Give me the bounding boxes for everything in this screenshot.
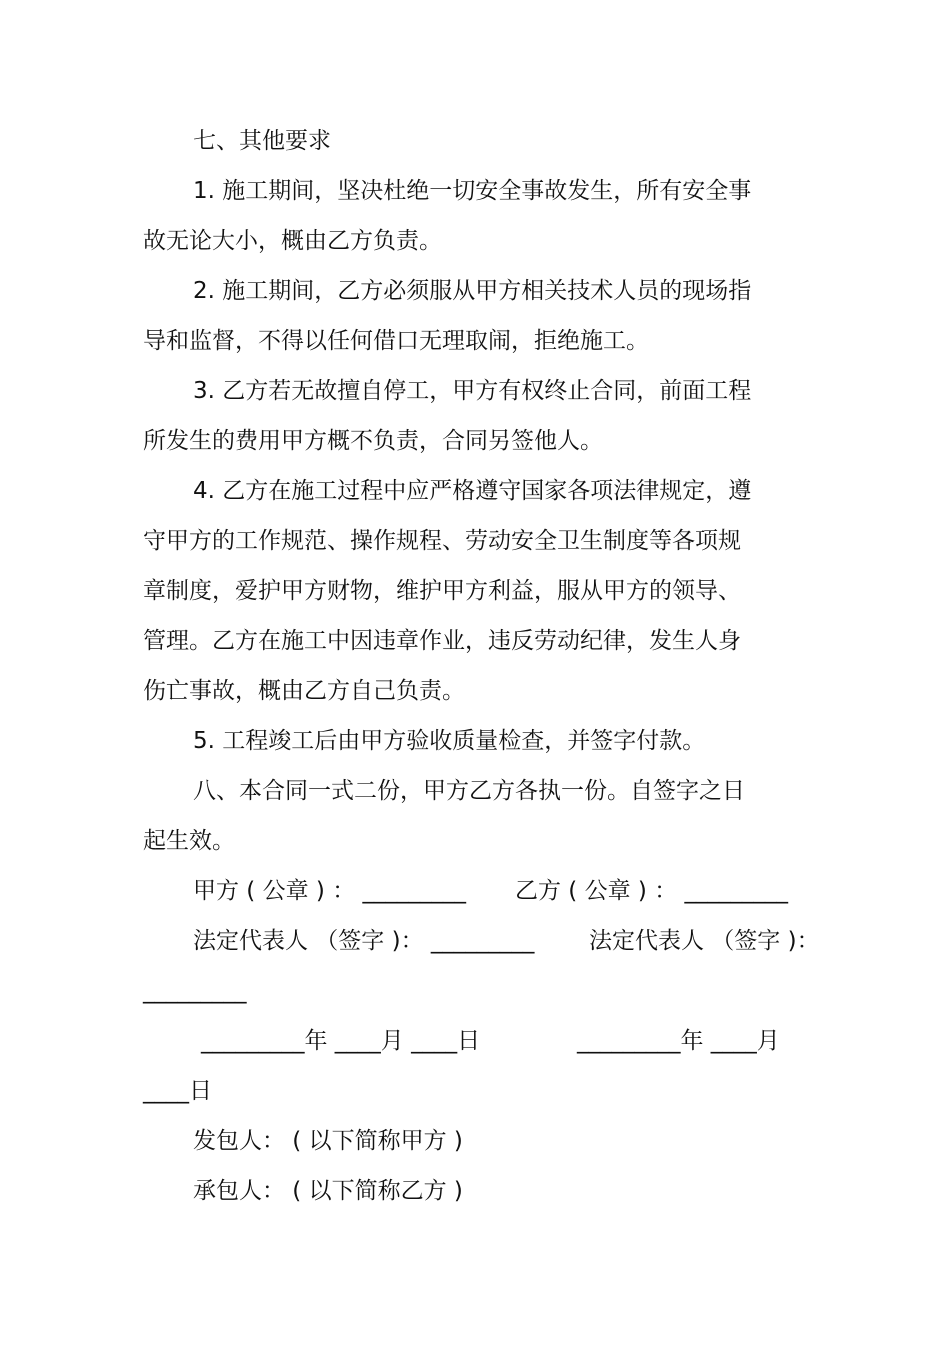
party-a-representative: 法定代表人 （签字 )： _________ xyxy=(193,928,535,954)
section-heading: 七、其他要求 xyxy=(193,128,331,154)
party-a-date: _________年 ____月 ____日 xyxy=(201,1028,481,1054)
paragraph-line: 1. 施工期间，坚决杜绝一切安全事故发生，所有安全事 xyxy=(193,178,752,204)
paragraph-line: 章制度，爱护甲方财物，维护甲方利益，服从甲方的领导、 xyxy=(143,578,741,604)
paragraph-line: 守甲方的工作规范、操作规程、劳动安全卫生制度等各项规 xyxy=(143,528,741,554)
paragraph-line: 2. 施工期间，乙方必须服从甲方相关技术人员的现场指 xyxy=(193,278,752,304)
paragraph-line: 3. 乙方若无故擅自停工，甲方有权终止合同，前面工程 xyxy=(193,378,752,404)
paragraph-line: 导和监督，不得以任何借口无理取闹，拒绝施工。 xyxy=(143,328,649,354)
paragraph-line: 所发生的费用甲方概不负责，合同另签他人。 xyxy=(143,428,603,454)
contractor-line: 发包人： ( 以下简称甲方 ) xyxy=(193,1128,463,1154)
section-heading: 八、本合同一式二份，甲方乙方各执一份。自签字之日 xyxy=(193,778,745,804)
paragraph-line: 故无论大小，概由乙方负责。 xyxy=(143,228,442,254)
paragraph-line: 4. 乙方在施工过程中应严格遵守国家各项法律规定，遵 xyxy=(193,478,752,504)
subcontractor-line: 承包人： ( 以下简称乙方 ) xyxy=(193,1178,463,1204)
party-b-representative: 法定代表人 （签字 )： xyxy=(589,928,820,954)
paragraph-line: 伤亡事故，概由乙方自己负责。 xyxy=(143,678,465,704)
paragraph-line: 起生效。 xyxy=(143,828,235,854)
party-b-date-day: ____日 xyxy=(143,1078,212,1104)
party-b-representative-blank: _________ xyxy=(143,978,247,1004)
paragraph-line: 管理。乙方在施工中因违章作业，违反劳动纪律，发生人身 xyxy=(143,628,741,654)
party-b-seal: 乙方 ( 公章 ) ： _________ xyxy=(515,878,789,904)
party-a-seal: 甲方 ( 公章 ) ： _________ xyxy=(193,878,467,904)
party-b-date: _________年 ____月 xyxy=(577,1028,780,1054)
paragraph-line: 5. 工程竣工后由甲方验收质量检查，并签字付款。 xyxy=(193,728,706,754)
